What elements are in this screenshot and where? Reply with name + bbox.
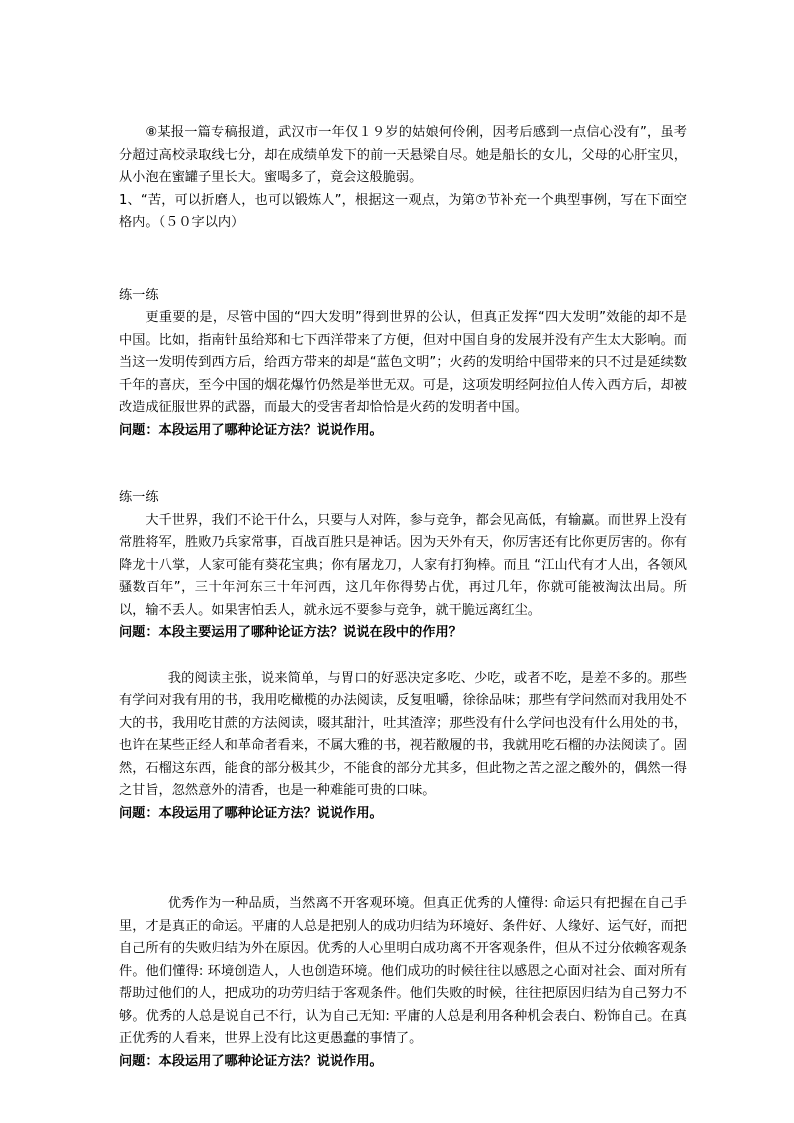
spacer (119, 825, 687, 893)
argument-method-question: 问题：本段主要运用了哪种论证方法？说说在段中的作用？ (119, 625, 462, 640)
document-page (119, 122, 687, 1073)
excellence-paragraph: 优秀作为一种品质，当然离不开客观环境。但真正优秀的人懂得: 命运只有把握在自己手里，才是真正的命运。平庸的人总是把别人的成功归结为环境好、条件好、人缘好、运气好，而把自己所有的失败归结为外在原因。优秀的人心里明白成功离不开客观条件，但从不过分依赖客观条件。他们懂得: 环境创造人，人也创造环境。他们成功的时候往往以感恩之心面对社会、面对所有帮助过他们的人，把成功的功劳归结于客观条件。他们失败的时候，往往把原因归结为自己努力不够。优秀的人总是说自己不行，认为自己无知: 平庸的人总是利用各种机会表白、粉饰自己。在真正优秀的人看来，世界上没有比这更愚蠢的事情了。 (119, 896, 687, 1046)
spacer (119, 235, 687, 285)
four-inventions-paragraph: 更重要的是，尽管中国的“四大发明”得到世界的公认，但真正发挥“四大发明”效能的却不是中国。比如，指南针虽给郑和七下西洋带来了方便，但对中国自身的发展并没有产生太大影响。而当这一发明传到西方后，给西方带来的却是“蓝色文明”；火药的发明给中国带来的只不过是延续数千年的喜庆，至今中国的烟花爆竹仍然是举世无双。可是，这项发明经阿拉伯人传入西方后，却被改造成征服世界的武器，而最大的受害者却恰恰是火药的发明者中国。 (119, 310, 687, 415)
supplement-example-question: 1、“苦，可以折磨人，也可以锻炼人”，根据这一观点，为第⑦节补充一个典型事例，写在下面空格内。（５０字以内） (119, 192, 687, 230)
section-four-inventions (119, 285, 687, 443)
argument-method-question: 问题：本段运用了哪种论证方法？说说作用。 (119, 1053, 383, 1069)
section-competition (119, 487, 687, 645)
section-excellence (119, 893, 687, 1073)
spacer (119, 442, 687, 487)
section-hardship-example (119, 122, 687, 235)
exercise-heading: 练一练 (119, 287, 159, 303)
section-reading (119, 668, 687, 826)
news-report-paragraph: ⑧某报一篇专稿报道，武汉市一年仅１９岁的姑娘何伶俐，因考后感到一点信心没有”，虽考分超过高校录取线七分，却在成绩单发下的前一天悬梁自尽。她是船长的女儿，父母的心肝宝贝，从小泡在蜜罐子里长大。蜜喝多了，竟会这般脆弱。 (119, 125, 687, 185)
argument-method-question: 问题：本段运用了哪种论证方法？说说作用。 (119, 805, 383, 821)
competition-paragraph: 大千世界，我们不论干什么，只要与人对阵，参与竞争，都会见高低，有输赢。而世界上没有常胜将军，胜败乃兵家常事，百战百胜只是神话。因为天外有天，你厉害还有比你更厉害的。你有降龙十八掌，人家可能有葵花宝典；你有屠龙刀，人家有打狗棒。而且 “江山代有才人出，各领风骚数百年”，三十年河东三十年河西，这几年你得势占优，再过几年，你就可能被淘汰出局。所以，输不丢人。如果害怕丢人，就永远不要参与竞争，就干脆远离红尘。 (119, 512, 687, 618)
argument-method-question: 问题：本段运用了哪种论证方法？说说作用。 (119, 422, 383, 438)
spacer (119, 645, 687, 668)
reading-paragraph: 我的阅读主张，说来简单，与胃口的好恶决定多吃、少吃，或者不吃，是差不多的。那些有学问对我有用的书，我用吃橄榄的办法阅读，反复咀嚼，徐徐品味；那些有学问然而对我用处不大的书，我用吃甘蔗的方法阅读，啜其甜汁，吐其渣滓；那些没有什么学问也没有什么用处的书，也许在某些正经人和革命者看来，不属大雅的书，视若敝履的书，我就用吃石榴的办法阅读了。固然，石榴这东西，能食的部分极其少，不能食的部分尤其多，但此物之苦之涩之酸外的，偶然一得之甘旨，忽然意外的清香，也是一种难能可贵的口味。 (119, 670, 687, 798)
exercise-heading: 练一练 (119, 490, 159, 505)
